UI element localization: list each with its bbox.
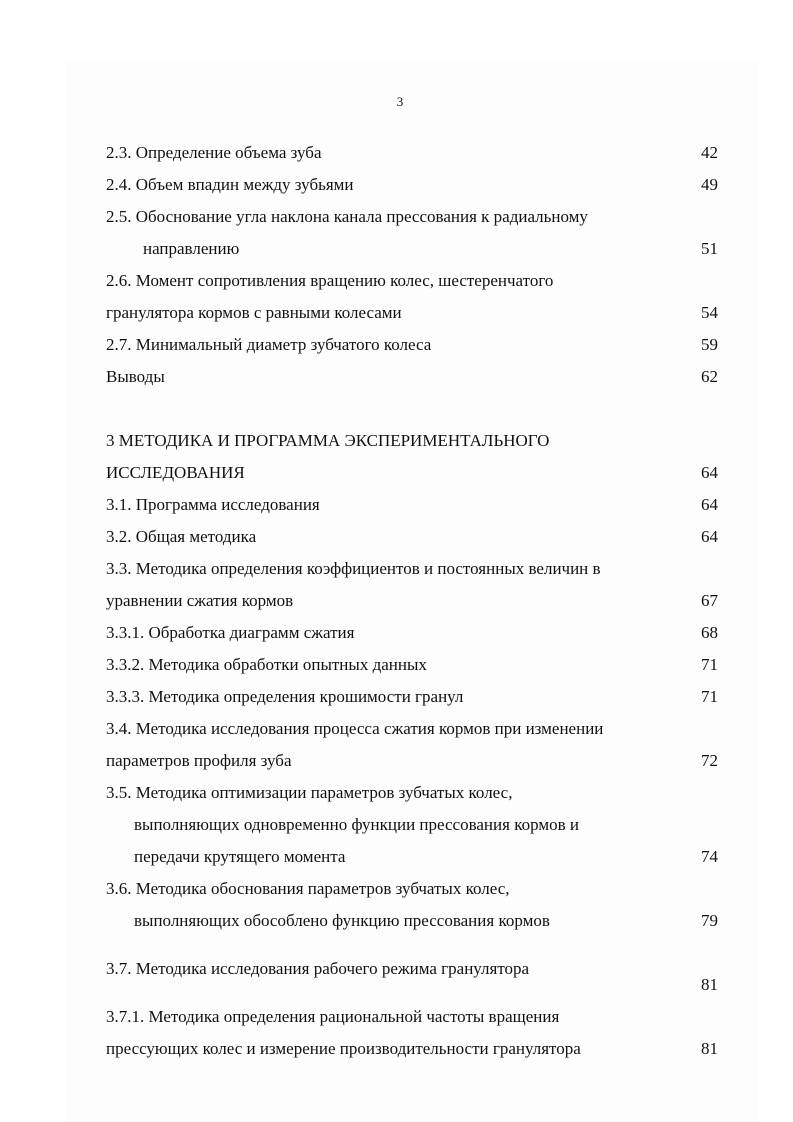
toc-entry-3-5-line-1: 3.5. Методика оптимизации параметров зубчатых колес, [106,783,513,802]
toc-entry-conclusions-line-1: Выводы [106,367,165,386]
toc-entry-3-7-1-page: 81 [701,1039,718,1058]
toc-entry-3-6-page: 79 [701,911,718,930]
toc-entry-3-2-line-1: 3.2. Общая методика [106,527,257,546]
toc-entry-3-7-1-line-2: прессующих колес и измерение производительности гранулятора [106,1039,581,1058]
toc-entry-2-7-line-1: 2.7. Минимальный диаметр зубчатого колеса [106,335,432,354]
toc-entry-2-5-page: 51 [701,239,718,258]
toc-chapter-3-page: 64 [701,463,718,482]
page-number: 3 [396,94,404,109]
toc-entry-3-3-3-line-1: 3.3.3. Методика определения крошимости гранул [106,687,464,706]
toc-entry-3-3-1-page: 68 [701,623,718,642]
toc-entry-3-3-3-page: 71 [701,687,718,706]
toc-entry-2-4-page: 49 [701,175,718,194]
toc-entry-2-6-page: 54 [701,303,718,322]
toc-entry-conclusions-page: 62 [701,367,718,386]
toc-entry-3-1-page: 64 [701,495,718,514]
toc-entry-2-7-page: 59 [701,335,718,354]
toc-entry-3-6-line-2: выполняющих обособлено функцию прессования кормов [134,911,550,930]
toc-entry-3-3-2-line-1: 3.3.2. Методика обработки опытных данных [106,655,427,674]
toc-entry-3-4-page: 72 [701,751,718,770]
toc-entry-3-4-line-2: параметров профиля зуба [106,751,292,770]
toc-entry-3-4-line-1: 3.4. Методика исследования процесса сжатия кормов при изменении [106,719,604,738]
toc-entry-3-1-line-1: 3.1. Программа исследования [106,495,320,514]
toc-entry-2-3-page: 42 [701,143,718,162]
toc-entry-2-4-line-1: 2.4. Объем впадин между зубьями [106,175,354,194]
toc-chapter-3-line-2: ИССЛЕДОВАНИЯ [106,463,245,482]
toc-entry-3-5-page: 74 [701,847,718,866]
toc-entry-2-6-line-1: 2.6. Момент сопротивления вращению колес, шестеренчатого [106,271,554,290]
toc-entry-3-3-1-line-1: 3.3.1. Обработка диаграмм сжатия [106,623,355,642]
toc-entry-2-5-line-2: направлению [143,239,240,258]
toc-entry-3-5-line-2: выполняющих одновременно функции прессования кормов и [134,815,579,834]
toc-entry-3-2-page: 64 [701,527,718,546]
toc-entry-3-7-page: 81 [701,975,718,994]
toc-entry-3-3-page: 67 [701,591,718,610]
toc-entry-2-3-line-1: 2.3. Определение объема зуба [106,143,322,162]
toc-entry-3-3-line-1: 3.3. Методика определения коэффициентов и постоянных величин в [106,559,601,578]
toc-entry-2-6-line-2: гранулятора кормов с равными колесами [106,303,402,322]
toc-entry-3-5-line-3: передачи крутящего момента [134,847,346,866]
toc-entry-3-6-line-1: 3.6. Методика обоснования параметров зубчатых колес, [106,879,510,898]
toc-entry-3-7-1-line-1: 3.7.1. Методика определения рациональной частоты вращения [106,1007,560,1026]
toc-entry-3-3-line-2: уравнении сжатия кормов [106,591,294,610]
toc-chapter-3-line-1: 3 МЕТОДИКА И ПРОГРАММА ЭКСПЕРИМЕНТАЛЬНОГО [106,431,550,450]
toc-entry-3-7-line-1: 3.7. Методика исследования рабочего режима гранулятора [106,959,530,978]
toc-entry-3-3-2-page: 71 [701,655,718,674]
toc-entry-2-5-line-1: 2.5. Обоснование угла наклона канала прессования к радиальному [106,207,588,226]
